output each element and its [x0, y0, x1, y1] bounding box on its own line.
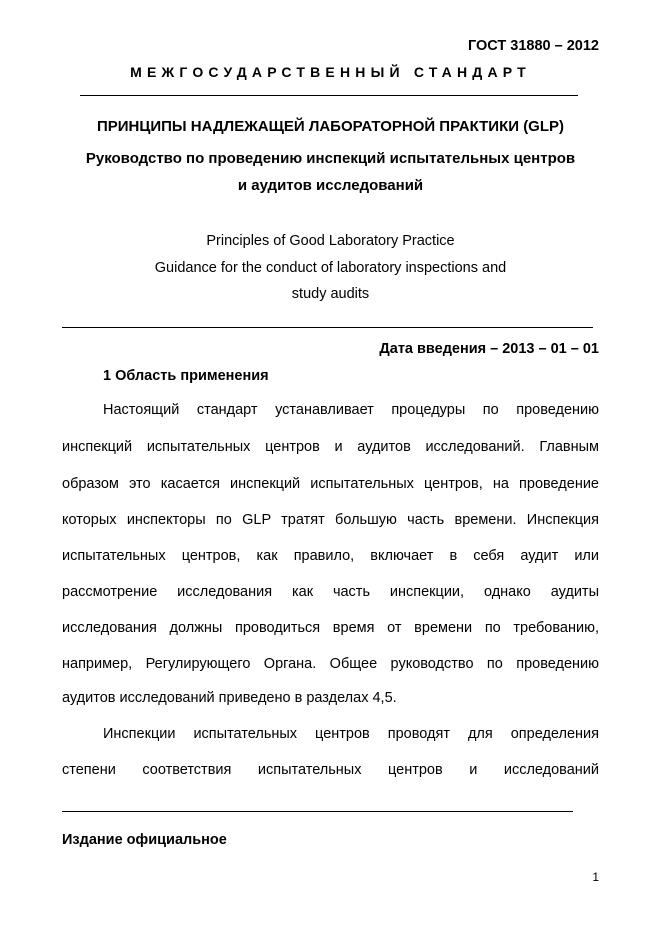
standard-type-heading: МЕЖГОСУДАРСТВЕННЫЙ СТАНДАРТ	[130, 64, 531, 80]
english-title-line-3: study audits	[291, 286, 370, 302]
paragraph-line: образом это касается инспекций испытательных центров, на проведение	[62, 476, 599, 492]
paragraph-line: аудитов исследований приведено в разделах 4,5.	[62, 690, 397, 706]
header-rule	[80, 95, 578, 96]
english-title-line-2: Guidance for the conduct of laboratory inspections and	[154, 260, 507, 276]
paragraph-line: инспекций испытательных центров и аудитов исследований. Главным	[62, 439, 599, 455]
page-number: 1	[592, 870, 599, 884]
paragraph-line: Инспекции испытательных центров проводят для определения	[103, 726, 599, 742]
paragraph-line: рассмотрение исследования как часть инспекции, однако аудиты	[62, 584, 599, 600]
paragraph-line: исследования должны проводиться время от времени по требованию,	[62, 620, 599, 636]
paragraph-line: например, Регулирующего Органа. Общее руководство по проведению	[62, 656, 599, 672]
paragraph-line: степени соответствия испытательных центров и исследований	[62, 762, 599, 778]
title-rule	[62, 327, 593, 328]
introduction-date: Дата введения – 2013 – 01 – 01	[379, 341, 599, 357]
document-title: ПРИНЦИПЫ НАДЛЕЖАЩЕЙ ЛАБОРАТОРНОЙ ПРАКТИКИ (GLP)	[96, 118, 565, 135]
subtitle-line-1: Руководство по проведению инспекций испытательных центров	[85, 150, 576, 167]
paragraph-line: испытательных центров, как правило, включает в себя аудит или	[62, 548, 599, 564]
paragraph-line: Настоящий стандарт устанавливает процедуры по проведению	[103, 402, 599, 418]
gost-number: ГОСТ 31880 – 2012	[467, 38, 599, 54]
paragraph-line: которых инспекторы по GLP тратят большую часть времени. Инспекция	[62, 512, 599, 528]
english-title-line-1: Principles of Good Laboratory Practice	[206, 233, 455, 249]
publication-note: Издание официальное	[62, 832, 227, 848]
section-heading: 1 Область применения	[103, 368, 269, 384]
subtitle-line-2: и аудитов исследований	[237, 177, 424, 194]
footnote-rule	[62, 811, 573, 812]
